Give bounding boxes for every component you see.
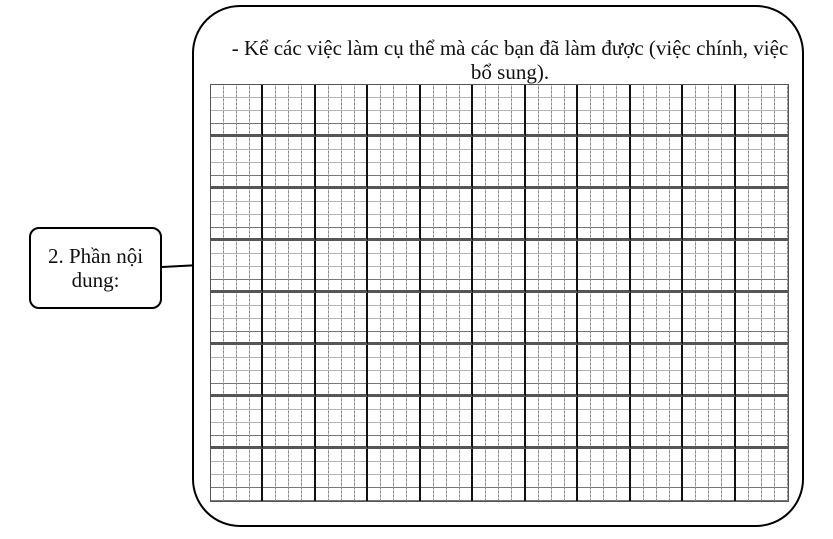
grid-cell xyxy=(316,85,368,137)
grid-cell xyxy=(736,137,788,189)
grid-cell xyxy=(631,397,683,449)
grid-cell xyxy=(473,449,525,501)
grid-cell xyxy=(421,397,473,449)
grid-cell xyxy=(421,137,473,189)
writing-grid[interactable] xyxy=(210,84,789,502)
grid-cell xyxy=(736,85,788,137)
grid-cell xyxy=(736,241,788,293)
grid-cell xyxy=(736,397,788,449)
grid-cell xyxy=(368,189,420,241)
grid-cell xyxy=(211,85,263,137)
grid-cell xyxy=(211,241,263,293)
grid-cell xyxy=(421,241,473,293)
grid-cell xyxy=(263,85,315,137)
grid-cell xyxy=(473,397,525,449)
grid-cell xyxy=(316,345,368,397)
grid-cell xyxy=(526,241,578,293)
connector-line xyxy=(162,264,193,268)
grid-cell xyxy=(631,137,683,189)
grid-cell xyxy=(473,85,525,137)
grid-cell xyxy=(631,241,683,293)
grid-cell xyxy=(263,397,315,449)
grid-cell xyxy=(421,345,473,397)
grid-cell xyxy=(683,397,735,449)
grid-cell xyxy=(263,293,315,345)
grid-cell xyxy=(631,293,683,345)
grid-cell xyxy=(211,397,263,449)
grid-cell xyxy=(631,345,683,397)
grid-cell xyxy=(578,189,630,241)
grid-cell xyxy=(526,189,578,241)
grid-cell xyxy=(683,345,735,397)
grid-cell xyxy=(473,137,525,189)
grid-cell xyxy=(526,293,578,345)
grid-cell xyxy=(368,397,420,449)
grid-cell xyxy=(211,293,263,345)
grid-cell xyxy=(211,189,263,241)
grid-cell xyxy=(578,345,630,397)
grid-cell xyxy=(736,293,788,345)
grid-cell xyxy=(683,85,735,137)
grid-cell xyxy=(211,137,263,189)
grid-cell xyxy=(578,137,630,189)
grid-cell xyxy=(316,293,368,345)
grid-cell xyxy=(473,189,525,241)
grid-cell xyxy=(316,189,368,241)
grid-cell xyxy=(421,85,473,137)
grid-cell xyxy=(368,293,420,345)
grid-cell xyxy=(316,241,368,293)
grid-cell xyxy=(631,85,683,137)
grid-cell xyxy=(526,345,578,397)
grid-cell xyxy=(578,241,630,293)
grid-cell xyxy=(683,449,735,501)
grid-cell xyxy=(316,449,368,501)
grid-cell xyxy=(368,345,420,397)
grid-cell xyxy=(526,85,578,137)
grid-cell xyxy=(631,189,683,241)
grid-cell xyxy=(526,137,578,189)
grid-cell xyxy=(473,345,525,397)
grid-cell xyxy=(736,449,788,501)
grid-cell xyxy=(736,189,788,241)
grid-cell xyxy=(473,241,525,293)
grid-cell xyxy=(526,449,578,501)
grid-cell xyxy=(368,85,420,137)
content-heading: - Kể các việc làm cụ thể mà các bạn đã làm được (việc chính, việc bổ sung). xyxy=(231,36,789,84)
grid-cell xyxy=(578,397,630,449)
grid-cell xyxy=(578,293,630,345)
grid-cell xyxy=(421,293,473,345)
grid-cell xyxy=(368,137,420,189)
grid-cell xyxy=(211,345,263,397)
grid-cell xyxy=(263,345,315,397)
grid-cell xyxy=(316,397,368,449)
grid-cell xyxy=(683,293,735,345)
grid-cell xyxy=(263,449,315,501)
grid-cell xyxy=(683,189,735,241)
grid-cell xyxy=(368,241,420,293)
grid-cell xyxy=(683,241,735,293)
grid-cell xyxy=(263,189,315,241)
grid-cell xyxy=(368,449,420,501)
grid-cell xyxy=(421,449,473,501)
section-label-box xyxy=(29,227,162,309)
grid-cell xyxy=(631,449,683,501)
grid-cell xyxy=(578,449,630,501)
section-label-text: 2. Phần nội dung: xyxy=(47,244,144,292)
grid-cell xyxy=(736,345,788,397)
grid-cell xyxy=(578,85,630,137)
grid-cell xyxy=(473,293,525,345)
grid-cell xyxy=(683,137,735,189)
grid-cell xyxy=(421,189,473,241)
grid-cell xyxy=(263,241,315,293)
grid-cell xyxy=(263,137,315,189)
grid-cell xyxy=(211,449,263,501)
grid-cell xyxy=(526,397,578,449)
grid-cell xyxy=(316,137,368,189)
